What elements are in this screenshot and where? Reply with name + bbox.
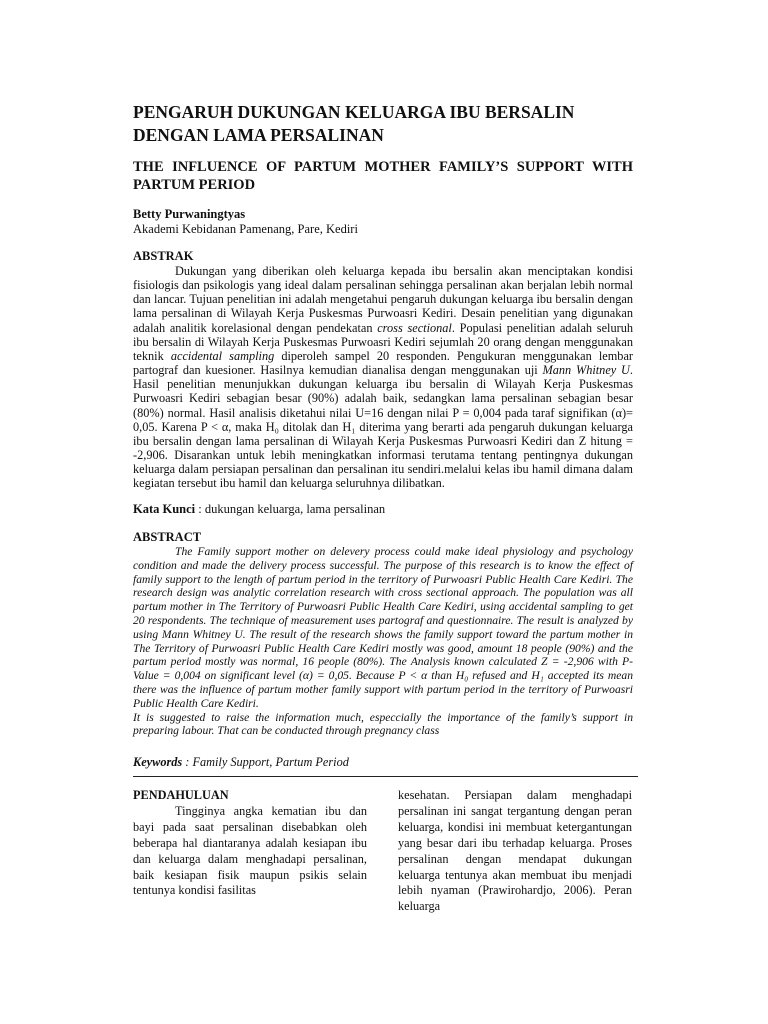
title-english: THE INFLUENCE OF PARTUM MOTHER FAMILY’S SUPPORT WITH PARTUM PERIOD bbox=[133, 159, 633, 193]
keywords-text: : Family Support, Partum Period bbox=[182, 755, 349, 769]
abstrak-text-2: . Populasi penelitian adalah seluruh ibu bersalin di Wilayah Kerja Puskesmas Purwoasri Kediri sejumlah 20 orang dengan menggunakan teknik bbox=[133, 320, 633, 363]
pendahuluan-text-left: Tingginya angka kematian ibu dan bayi pada saat persalinan disebabkan oleh beberapa hal diantaranya adalah kesiapan ibu dan keluarga dalam menghadapi persalinan, baik kesiapan fisik maupun psikis selain tentunya kondisi fasilitas bbox=[133, 803, 367, 898]
keywords-label: Keywords bbox=[133, 755, 183, 769]
abstrak-text-1: Dukungan yang diberikan oleh keluarga kepada ibu bersalin akan menciptakan kondisi fisiologis dan psikologis yang ideal dalam persalinan sehingga persalinan akan berjalan lebih normal dan lancar. Tujuan penelitian ini adalah mengetahui pengaruh dukungan keluarga ibu bersalin dengan lama persalinan di Wilayah Kerja Puskesmas Purwoasri Kediri. Desain penelitian yang digunakan adalah analitik korelasional dengan pendekatan bbox=[133, 264, 633, 335]
pendahuluan-paragraph-left bbox=[133, 804, 367, 899]
author-block bbox=[133, 207, 358, 237]
abstrak-body bbox=[133, 264, 633, 491]
section-divider bbox=[133, 776, 638, 777]
abstrak-term-mann-whitney: Mann Whitney U bbox=[542, 363, 630, 378]
kata-kunci bbox=[133, 502, 385, 517]
abstrak-term-accidental-sampling: accidental sampling bbox=[170, 348, 275, 363]
keywords bbox=[133, 755, 349, 770]
abstract-paragraph-2: It is suggested to raise the information much, especcially the importance of the family’s support in preparing labour. That can be conducted through pregnancy class bbox=[133, 710, 633, 738]
pendahuluan-text-right: kesehatan. Persiapan dalam menghadapi persalinan ini sangat tergantung dengan peran keluarga, kondisi ini membuat ketergantungan yang besar dari ibu terhadap keluarga. Proses persalinan dengan mendapat dukungan keluarga tentunya akan membuat ibu menjadi lebih nyaman (Prawirohardjo, 2006). Peran keluarga bbox=[398, 788, 632, 914]
abstrak-text-4: . Hasil penelitian menunjukkan dukungan keluarga ibu bersalin di Wilayah Kerja Puskesmas Purwoasri Kediri sebagian besar (90%) adalah baik, sedangkan lama persalinan sebagian besar (80%) normal. Hasil analisis diketahui nilai U=16 dengan nilai P = 0,004 pada taraf signifikan (α)= 0,05. Karena P < α, maka H₀ ditolak dan H₁ diterima yang berarti ada pengaruh dukungan keluarga ibu bersalin dengan lama persalinan di Wilayah Kerja Puskesmas Purwoasri Kediri dan Z hitung = -2,906. Disarankan untuk lebih meningkatkan informasi terutama tentang pentingnya dukungan keluarga dalam persiapan persalinan dan persalinan itu sendiri.melalui kelas ibu hamil dimana dalam kegiatan tersebut ibu hamil dan keluarga seluruhnya dilibatkan. bbox=[133, 363, 633, 491]
abstract-heading: ABSTRACT bbox=[133, 530, 202, 544]
abstrak-term-cross-sectional: cross sectional bbox=[377, 320, 452, 335]
title-indonesian: PENGARUH DUKUNGAN KELUARGA IBU BERSALIN DENGAN LAMA PERSALINAN bbox=[133, 102, 575, 145]
abstract-text-1: The Family support mother on delevery process could make ideal physiology and psychology condition and made the delivery process successful. The purpose of this research is to know the effect of family support to the length of partum period in the territory of Purwoasri Public Health Care Kediri. The research design was analytic correlation research with cross sectional approach. The population was all partum mother in The Territory of Purwoasri Public Health Care Kediri, using accidental sampling to get 20 respondents. The technique of measurement uses partograf and questionnaire. The result is analyzed by using Mann Whitney U. The result of the research shows the family support toward the partum mother in The Territory of Purwoasri Public Health Care Kediri mostly was good, amount 18 people (90%) and the partum period mostly was normal, 16 people (80%). The Analysis known calculated Z = -2,906 with P-Value = 0,004 on significant level (α) = 0,05. Because P < α than H₀ refused and H₁ accepted its mean there was the influence of partum mother family support with partum period in the territory of Purwoasri Public Health Care Kediri. bbox=[133, 545, 633, 710]
abstract-body bbox=[133, 545, 633, 738]
abstrak-text-3: diperoleh sampel 20 responden. Pengukuran menggunakan lembar partograf dan kuesioner. Hasilnya kemudian dianalisa dengan menggunakan uji bbox=[133, 348, 634, 378]
column-right bbox=[398, 788, 632, 915]
abstrak-heading: ABSTRAK bbox=[133, 249, 194, 263]
kata-kunci-label: Kata Kunci bbox=[133, 502, 196, 516]
author-affiliation: Akademi Kebidanan Pamenang, Pare, Kediri bbox=[133, 222, 358, 236]
author-name: Betty Purwaningtyas bbox=[133, 207, 246, 221]
pendahuluan-heading: PENDAHULUAN bbox=[133, 788, 229, 802]
abstract-paragraph-1 bbox=[133, 545, 633, 711]
column-left bbox=[133, 788, 367, 899]
kata-kunci-text: : dukungan keluarga, lama persalinan bbox=[195, 502, 386, 516]
